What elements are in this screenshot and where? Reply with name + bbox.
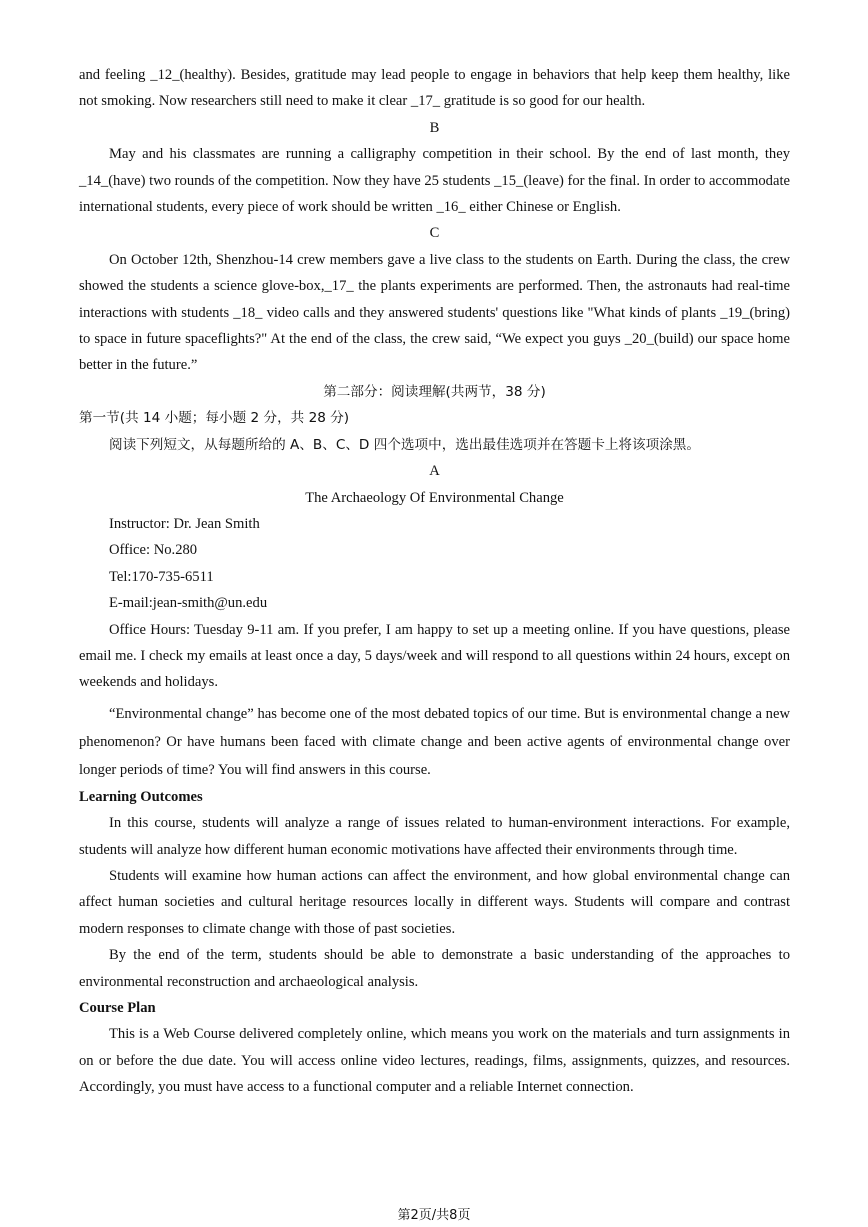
section-a-tail-paragraph: and feeling _12_(healthy). Besides, gratitude may lead people to engage in behaviors that help keep them healthy, like not smoking. Now researchers still need to make it clear _17_ gratitude is so good for our health. [79,67,790,110]
tel-line: Tel:170-735-6511 [109,568,214,585]
course-intro-paragraph: “Environmental change” has become one of the most debated topics of our time. But is environmental change a new phenomenon? Or have humans been faced with climate change and been active agents of environmental change over longer periods of time? You will find answers in this course. [79,705,790,778]
section-c-letter: C [429,225,440,242]
learning-outcomes-heading: Learning Outcomes [79,788,203,805]
office-line: Office: No.280 [109,542,198,559]
office-hours-paragraph: Office Hours: Tuesday 9-11 am. If you prefer, I am happy to set up a meeting online. If you have questions, please email me. I check my emails at least once a day, 5 days/week and will respond to all questions within 24 hours, except on weekends and holidays. [79,621,790,691]
learning-outcomes-paragraph-1: In this course, students will analyze a range of issues related to human-environment interactions. For example, students will analyze how different human economic motivations have affected their environments through time. [79,815,790,858]
page-number-footer: 第2页/共8页 [397,1208,471,1223]
learning-outcomes-paragraph-2: Students will examine how human actions can affect the environment, and how global environmental change can affect human societies and cultural heritage resources locally in different ways. Students will compare and contrast modern responses to climate change with those of past societies. [79,867,790,937]
part-two-heading: 第二部分：阅读理解(共两节，38 分) [323,383,546,400]
section-b-paragraph: May and his classmates are running a calligraphy competition in their school. By the end of last month, they _14_(have) two rounds of the competition. Now they have 25 students _15_(leave) for the final. In order to accommodate international students, every piece of work should be written _16_ either Chinese or English. [79,146,790,216]
instructor-line: Instructor: Dr. Jean Smith [109,515,260,532]
section-one-heading: 第一节(共 14 小题；每小题 2 分，共 28 分) [79,410,350,427]
course-plan-heading: Course Plan [79,1000,156,1016]
passage-a-title: The Archaeology Of Environmental Change [305,489,564,506]
email-line: E-mail:jean-smith@un.edu [109,595,268,612]
passage-a-letter: A [429,463,440,480]
course-plan-paragraph: This is a Web Course delivered completely online, which means you work on the materials and turn assignments in on or before the due date. You will access online video lectures, readings, films, assignments, quizzes, and resources. Accordingly, you must have access to a functional computer and a reliable Internet connection. [79,1026,790,1096]
reading-instruction: 阅读下列短文，从每题所给的 A、B、C、D 四个选项中，选出最佳选项并在答题卡上将该项涂黑。 [109,436,700,453]
document-page [79,62,790,1101]
section-c-paragraph: On October 12th, Shenzhou-14 crew members gave a live class to the students on Earth. During the class, the crew showed the students a science glove-box,_17_ the plants experiments are performed. Then, the astronauts had real-time interactions with students _18_ video calls and they answered students' questions like "What kinds of plants _19_(bring) to space in future spaceflights?" At the end of the class, the crew said, “We expect you guys _20_(build) our space home better in the future.” [79,251,790,374]
learning-outcomes-paragraph-3: By the end of the term, students should be able to demonstrate a basic understanding of the approaches to environmental reconstruction and archaeological analysis. [79,947,790,990]
section-b-letter: B [429,119,440,136]
